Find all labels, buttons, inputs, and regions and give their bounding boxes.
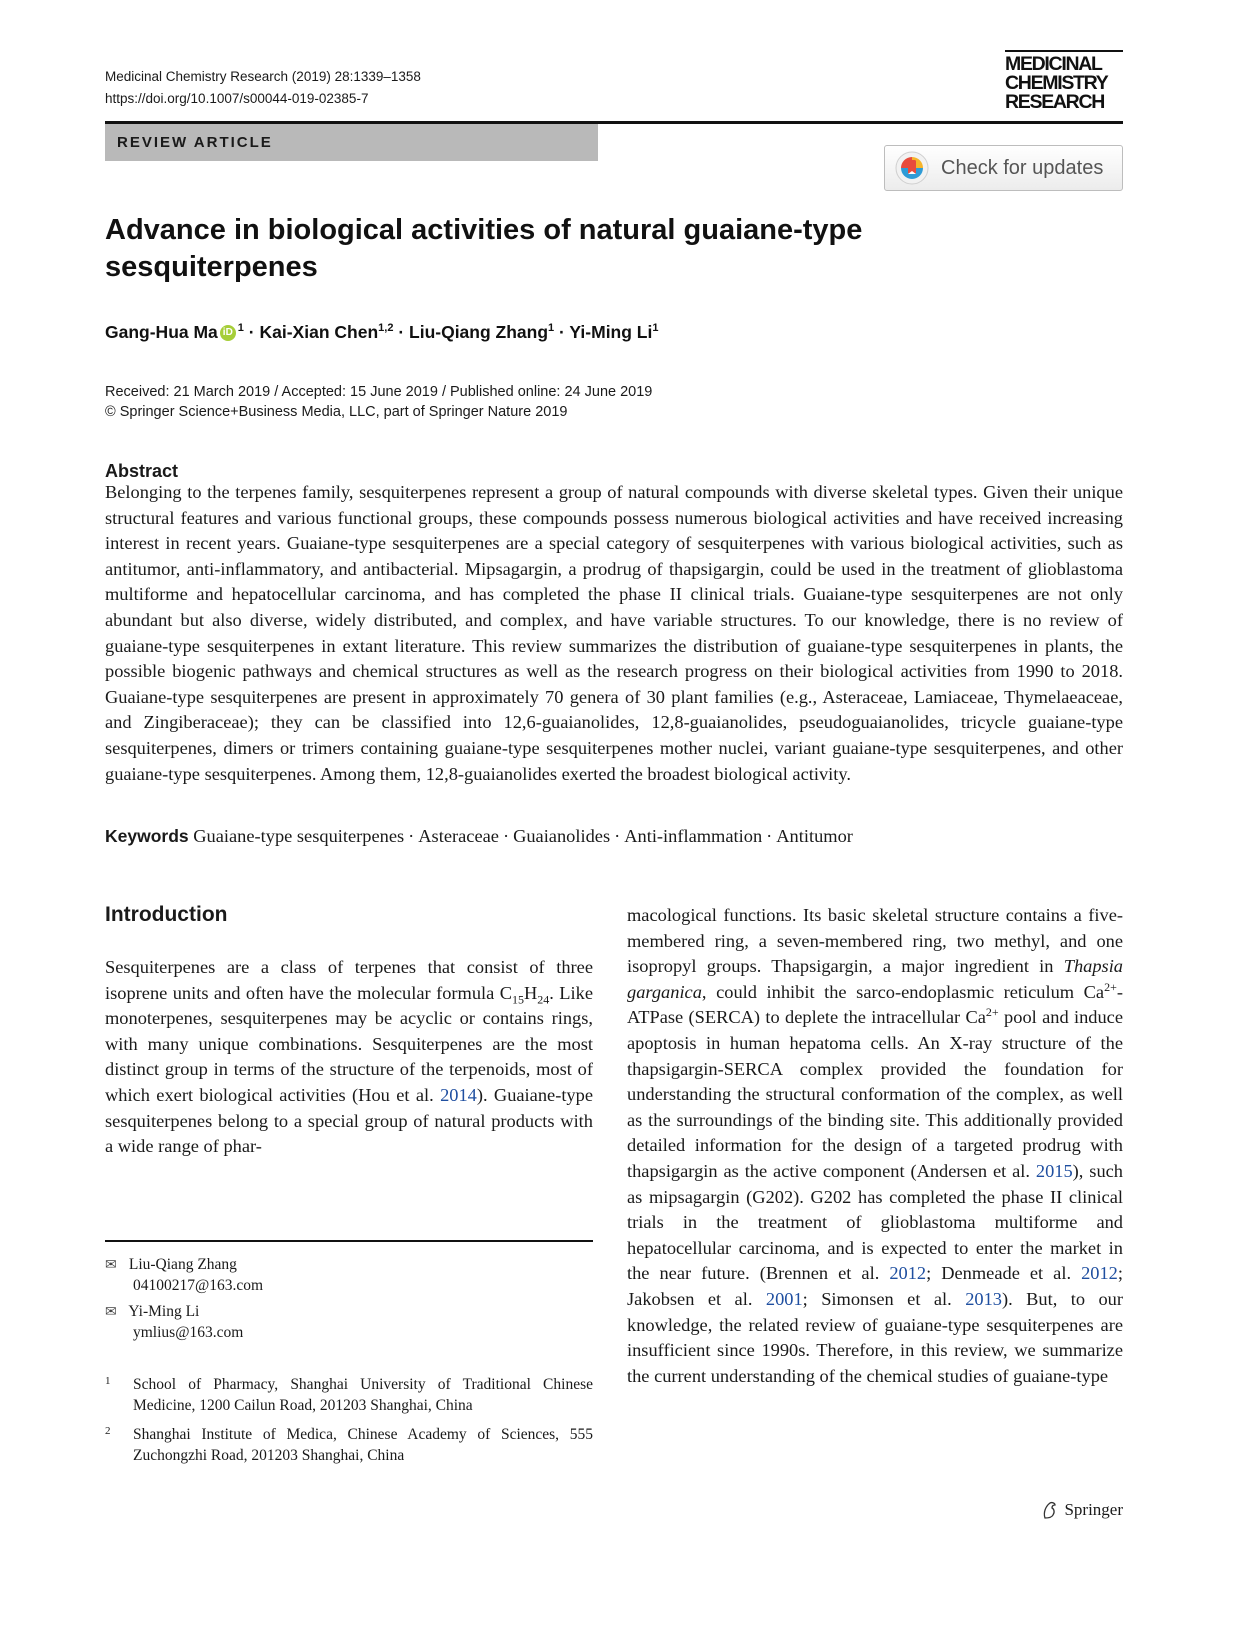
crossmark-icon bbox=[895, 151, 929, 185]
paper-title: Advance in biological activities of natural guaiane-type sesquiterpenes bbox=[105, 214, 863, 283]
author-name[interactable]: Kai-Xian Chen bbox=[259, 322, 379, 342]
section-heading-introduction: Introduction bbox=[105, 903, 228, 926]
citation-link[interactable]: 2012 bbox=[1081, 1263, 1118, 1284]
envelope-icon: ✉ bbox=[105, 1305, 117, 1320]
email-link[interactable]: ymlius@163.com bbox=[133, 1324, 244, 1341]
citation-link[interactable]: 2014 bbox=[440, 1084, 477, 1105]
check-for-updates-button[interactable] bbox=[884, 145, 1123, 191]
keyword: Asteraceae bbox=[418, 826, 499, 846]
article-type-banner: REVIEW ARTICLE bbox=[105, 124, 598, 161]
intro-left-column: Sesquiterpenes are a class of terpenes that consist of three isoprene units and often have the molecular formula $C_{15}H_{24}$. Like monoterpenes, sesquiterpenes may be acyclic or contains rings, with many unique combinations. Sesquiterpenes are the most distinct group in terms of the structure of the terpenoids, most of which exert biological activities (Hou et al. 2014). Guaiane-type sesquiterpenes belong to a special group of natural products with a wide range of phar- bbox=[105, 957, 593, 1157]
copyright: © Springer Science+Business Media, LLC, part of Springer Nature 2019 bbox=[105, 404, 568, 420]
keywords-label: Keywords bbox=[105, 826, 189, 846]
journal-citation: Medicinal Chemistry Research (2019) 28:1339–1358 bbox=[105, 69, 421, 84]
email-link[interactable]: 04100217@163.com bbox=[133, 1277, 264, 1294]
keyword: Anti-inflammation bbox=[624, 826, 763, 846]
abstract-heading: Abstract bbox=[105, 461, 179, 481]
abstract-text: Belonging to the terpenes family, sesquiterpenes represent a group of natural compounds with diverse skeletal types. Given their unique structural features and various functional groups, these compounds possess numerous biological activities and have received increasing interest in recent years. Guaiane-type sesquiterpenes are a special category of sesquiterpenes with various biological activities, such as antitumor, anti-inflammatory, and antibacterial. Mipsagargin, a prodrug of thapsigargin, could be used in the treatment of glioblastoma multiforme and hepatocellular carcinoma, and has completed the phase II clinical trials. Guaiane-type sesquiterpenes are not only abundant but also diverse, widely distributed, and complex, and have variable structures. To our knowledge, there is no review of guaiane-type sesquiterpenes in extant literature. This review summarizes the distribution of guaiane-type sesquiterpenes in plants, the possible biogenic pathways and chemical structures as well as the research progress on their biological activities from 1990 to 2018. Guaiane-type sesquiterpenes are present in approximately 70 genera of 30 plant families (e.g., Asteraceae, Lamiaceae, Thymelaeaceae, and Zingiberaceae); they can be classified into 12,6-guaianolides, 12,8-guaianolides, pseudoguaianolides, tricycle guaiane-type sesquiterpenes, dimers or trimers containing guaiane-type sesquiterpenes mother nuclei, variant guaiane-type sesquiterpenes, and other guaiane-type sesquiterpenes. Among them, 12,8-guaianolides exerted the broadest biological activity. bbox=[105, 482, 1123, 784]
intro-right-column: macological functions. Its basic skeletal structure contains a five-membered ring, a seven-membered ring, two methyl, and one isopropyl groups. Thapsigargin, a major ingredient in Thapsia garganica, could inhibit the sarco-endoplasmic reticulum $Ca^{2+}$-ATPase (SERCA) to deplete the intracellular $Ca^{2+}$ pool and induce apoptosis in human hepatoma cells. An X-ray structure of the thapsigargin-SERCA complex provided the foundation for understanding the structural conformation of the complex, as well as the surroundings of the binding site. This additionally provided detailed information for the design of a targeted prodrug with thapsigargin as the active component (Andersen et al. 2015), such as mipsagargin (G202). G202 has completed the phase II clinical trials in the treatment of glioblastoma multiforme and hepatocellular carcinoma, and is expected to enter the market in the near future. (Brennen et al. 2012; Denmeade et al. 2012; Jakobsen et al. 2001; Simonsen et al. 2013). But, to our knowledge, the related review of guaiane-type sesquiterpenes are insufficient since 1990s. Therefore, in this review, we summarize the current understanding of the chemical studies of guaiane-type bbox=[627, 905, 1124, 1386]
footnote-rule bbox=[105, 1240, 593, 1242]
doi-link[interactable]: https://doi.org/10.1007/s00044-019-02385-7 bbox=[105, 91, 369, 106]
author-name[interactable]: Gang-Hua Ma bbox=[105, 322, 218, 342]
journal-citation-block bbox=[105, 66, 421, 110]
journal-logo: MEDICINAL CHEMISTRY RESEARCH bbox=[1005, 50, 1123, 112]
check-for-updates-label: Check for updates bbox=[941, 156, 1104, 179]
keyword: Guaianolides bbox=[513, 826, 611, 846]
corresponding-author: ✉ Yi-Ming Li ymlius@163.com bbox=[105, 1303, 244, 1341]
keyword: Guaiane-type sesquiterpenes bbox=[193, 826, 405, 846]
keywords-line: Keywords Guaiane-type sesquiterpenes · Asteraceae · Guaianolides · Anti-inflammation · Antitumor bbox=[105, 826, 853, 846]
orcid-icon[interactable]: iD bbox=[220, 325, 236, 341]
author-name[interactable]: Yi-Ming Li bbox=[569, 322, 653, 342]
affiliation-1: 1 School of Pharmacy, Shanghai University of Traditional Chinese Medicine, 1200 Cailun Road, 201203 Shanghai, China bbox=[105, 1375, 593, 1414]
citation-link[interactable]: 2015 bbox=[1035, 1160, 1073, 1181]
corresponding-author: ✉ Liu-Qiang Zhang 04100217@163.com bbox=[105, 1256, 264, 1294]
author-list: Gang-Hua Ma iD $^1$ · Kai-Xian Chen$^{1,2}$ · Liu-Qiang Zhang$^1$ · Yi-Ming Li$^1$ bbox=[105, 322, 659, 342]
citation-link[interactable]: 2001 bbox=[765, 1288, 803, 1309]
author-name[interactable]: Liu-Qiang Zhang bbox=[409, 322, 549, 342]
citation-link[interactable]: 2013 bbox=[965, 1288, 1002, 1309]
envelope-icon: ✉ bbox=[105, 1258, 117, 1273]
publication-dates: Received: 21 March 2019 / Accepted: 15 June 2019 / Published online: 24 June 2019 © Springer Science+Business Media, LLC, part of Springer Nature 2019 bbox=[105, 384, 653, 420]
citation-link[interactable]: 2012 bbox=[889, 1263, 927, 1284]
springer-logo: Springer bbox=[1040, 1500, 1123, 1520]
springer-horse-icon bbox=[1040, 1500, 1060, 1520]
affiliation-2: 2 Shanghai Institute of Medica, Chinese Academy of Sciences, 555 Zuchongzhi Road, 201203 Shanghai, China bbox=[105, 1425, 593, 1464]
keyword: Antitumor bbox=[776, 826, 853, 846]
